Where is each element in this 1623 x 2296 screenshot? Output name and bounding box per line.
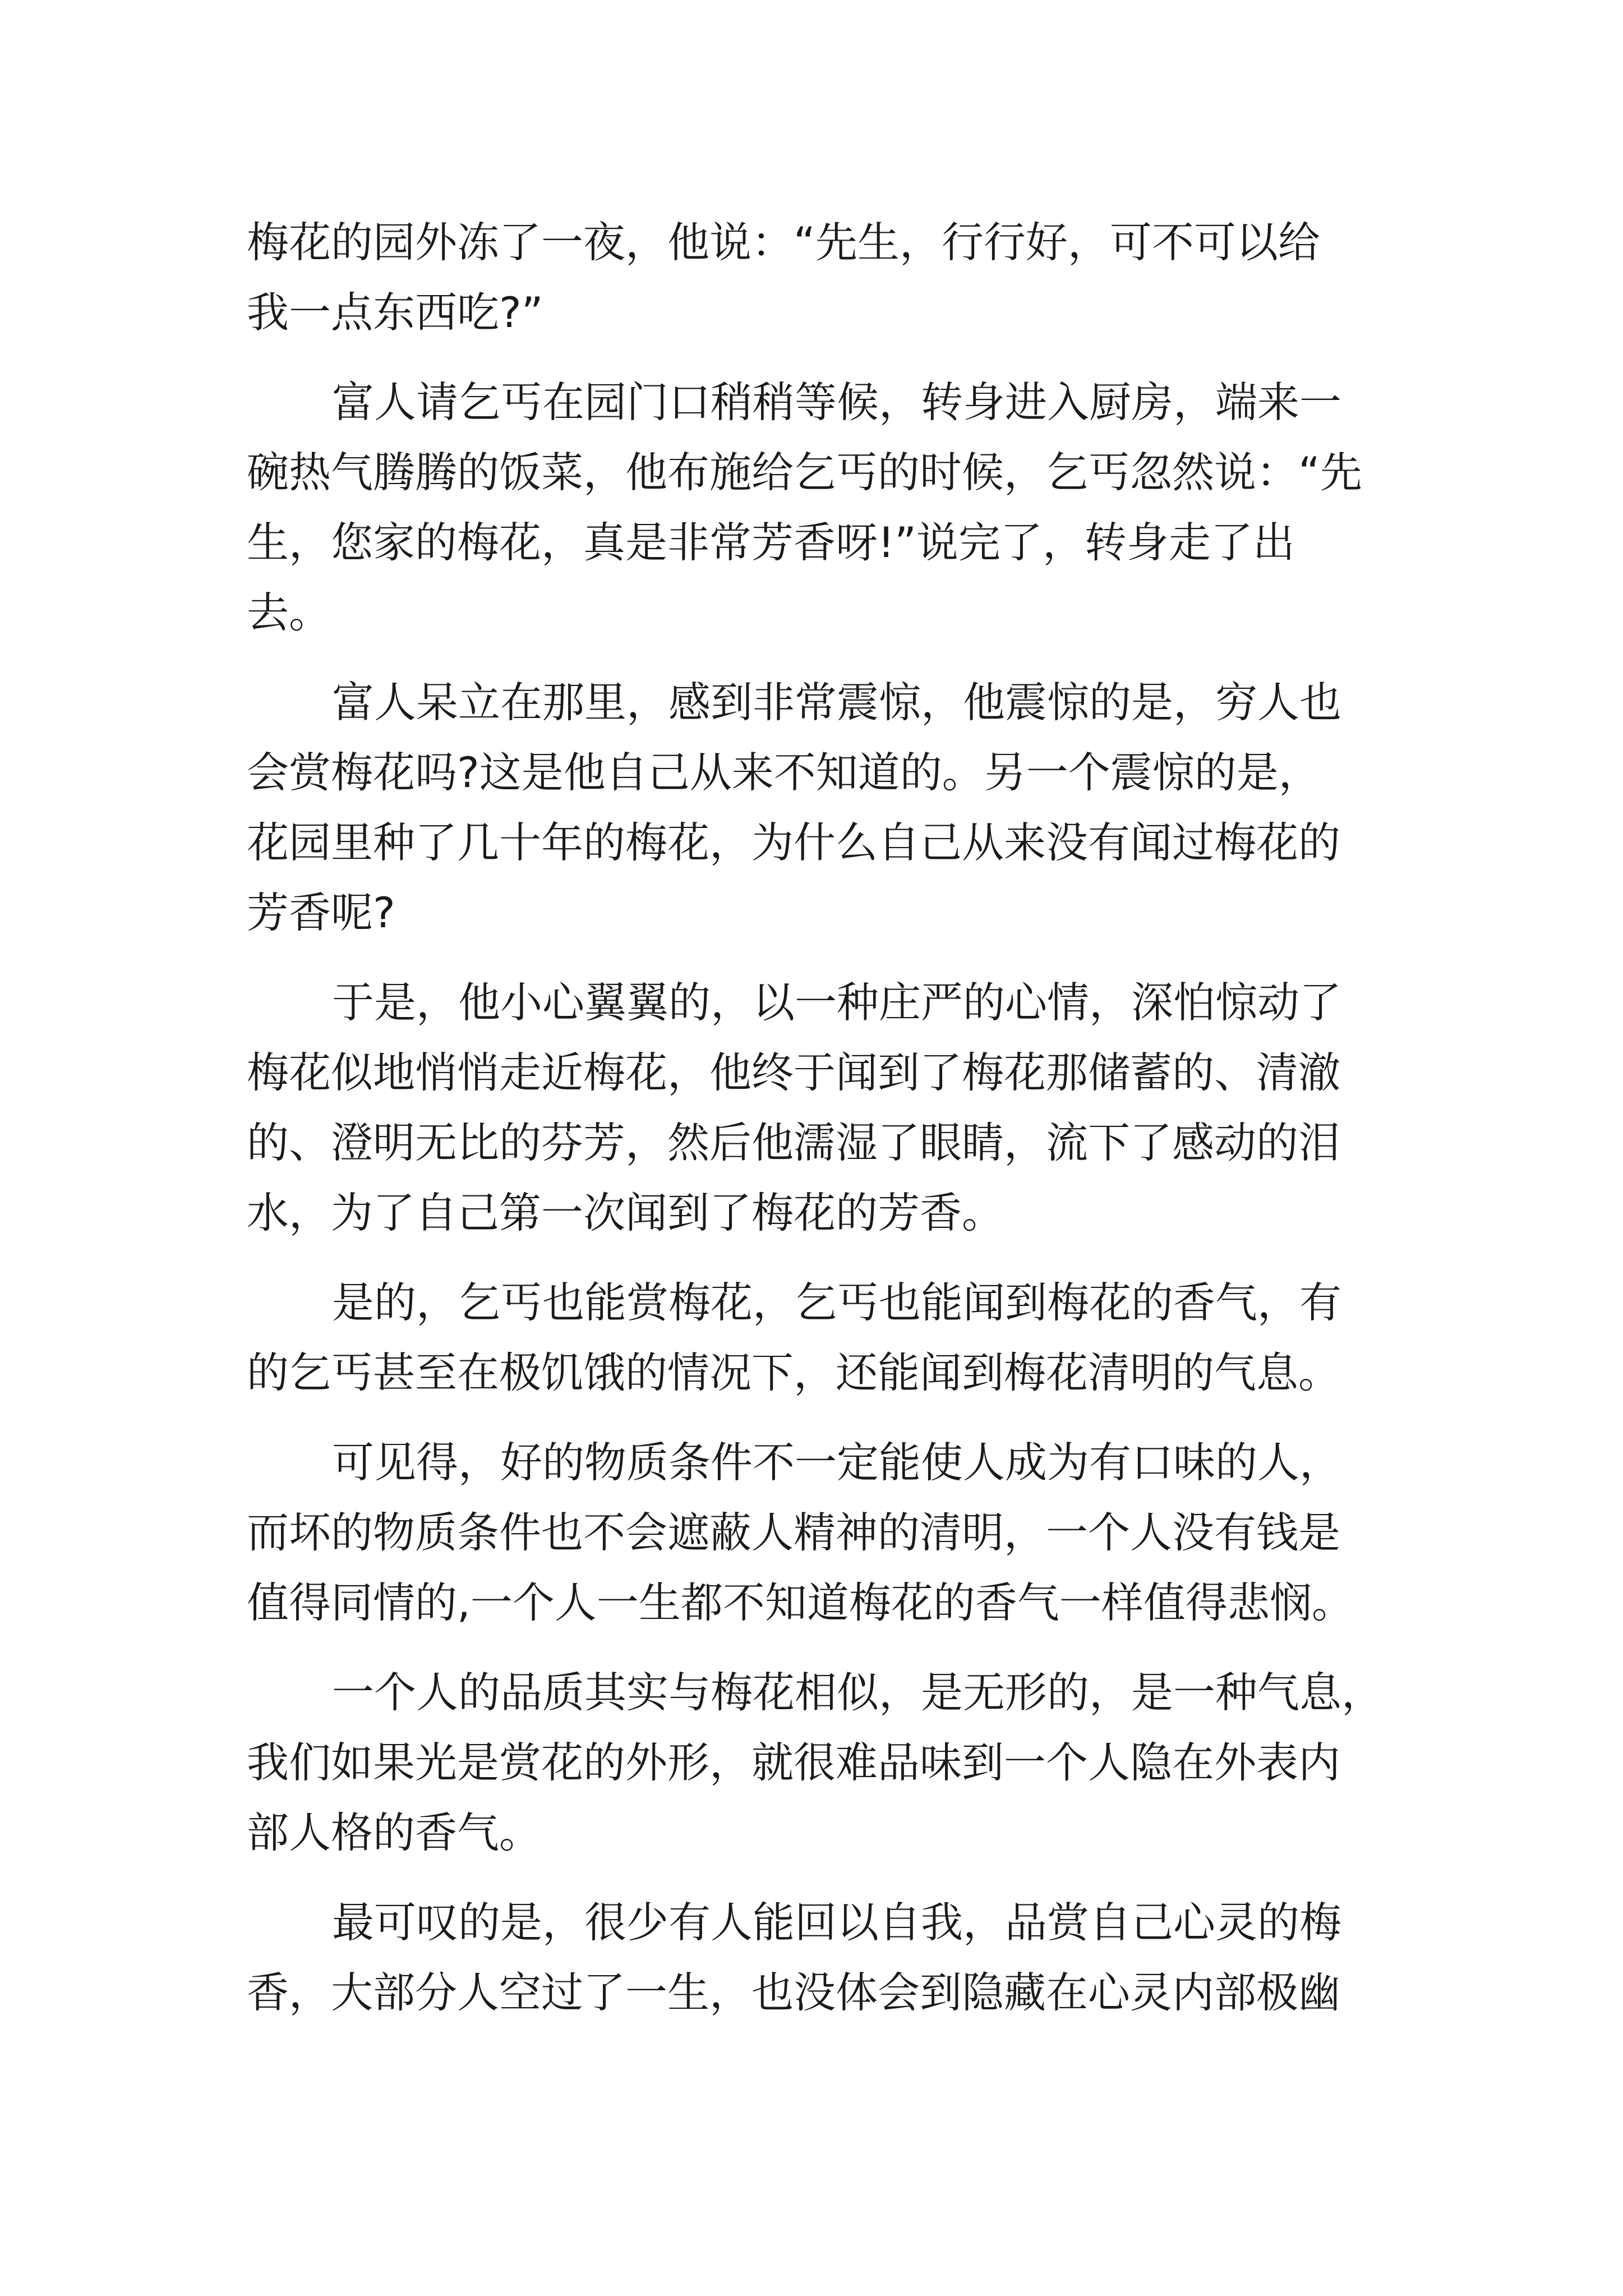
text-line: 花园里种了几十年的梅花，为什么自己从来没有闻过梅花的 [247, 818, 1341, 867]
paragraph-first-line: 富人请乞丐在园门口稍稍等候，转身进入厨房，端来一 [332, 378, 1342, 427]
text-line: 会赏梅花吗?这是他自己从来不知道的。另一个震惊的是， [247, 748, 1321, 797]
text-line: 香，大部分人空过了一生，也没体会到隐藏在心灵内部极幽 [247, 1968, 1341, 2017]
text-line: 的、澄明无比的芬芳，然后他濡湿了眼睛，流下了感动的泪 [247, 1118, 1341, 1167]
text-line: 值得同情的,一个人一生都不知道梅花的香气一样值得悲悯。 [247, 1578, 1354, 1627]
paragraph-first-line: 是的，乞丐也能赏梅花，乞丐也能闻到梅花的香气，有 [332, 1278, 1342, 1327]
text-line: 生，您家的梅花，真是非常芳香呀!”说完了，转身走了出 [247, 518, 1295, 567]
paragraph-first-line: 富人呆立在那里，感到非常震惊，他震惊的是，穷人也 [332, 678, 1342, 727]
text-line: 芳香呢? [247, 888, 395, 937]
body-text [247, 208, 1408, 2028]
paragraph-first-line: 一个人的品质其实与梅花相似，是无形的，是一种气息， [332, 1668, 1384, 1717]
text-line: 去。 [247, 588, 331, 637]
text-line: 水，为了自己第一次闻到了梅花的芳香。 [247, 1188, 1004, 1237]
paragraph-first-line: 最可叹的是，很少有人能回以自我，品赏自己心灵的梅 [332, 1898, 1342, 1947]
text-line: 碗热气腾腾的饭菜，他布施给乞丐的时候，乞丐忽然说：“先 [247, 448, 1362, 497]
text-line: 的乞丐甚至在极饥饿的情况下，还能闻到梅花清明的气息。 [247, 1348, 1341, 1397]
paragraph-first-line: 可见得，好的物质条件不一定能使人成为有口味的人， [332, 1438, 1342, 1487]
text-line: 梅花的园外冻了一夜，他说：“先生，行行好，可不可以给 [247, 218, 1320, 267]
text-line: 我们如果光是赏花的外形，就很难品味到一个人隐在外表内 [247, 1738, 1341, 1787]
paragraph-first-line: 于是，他小心翼翼的，以一种庄严的心情，深怕惊动了 [332, 978, 1342, 1027]
text-line: 而坏的物质条件也不会遮蔽人精神的清明，一个人没有钱是 [247, 1508, 1341, 1557]
text-line: 梅花似地悄悄走近梅花，他终于闻到了梅花那储蓄的、清澈 [247, 1048, 1341, 1097]
text-line: 部人格的香气。 [247, 1808, 542, 1857]
text-line: 我一点东西吃?” [247, 288, 543, 337]
